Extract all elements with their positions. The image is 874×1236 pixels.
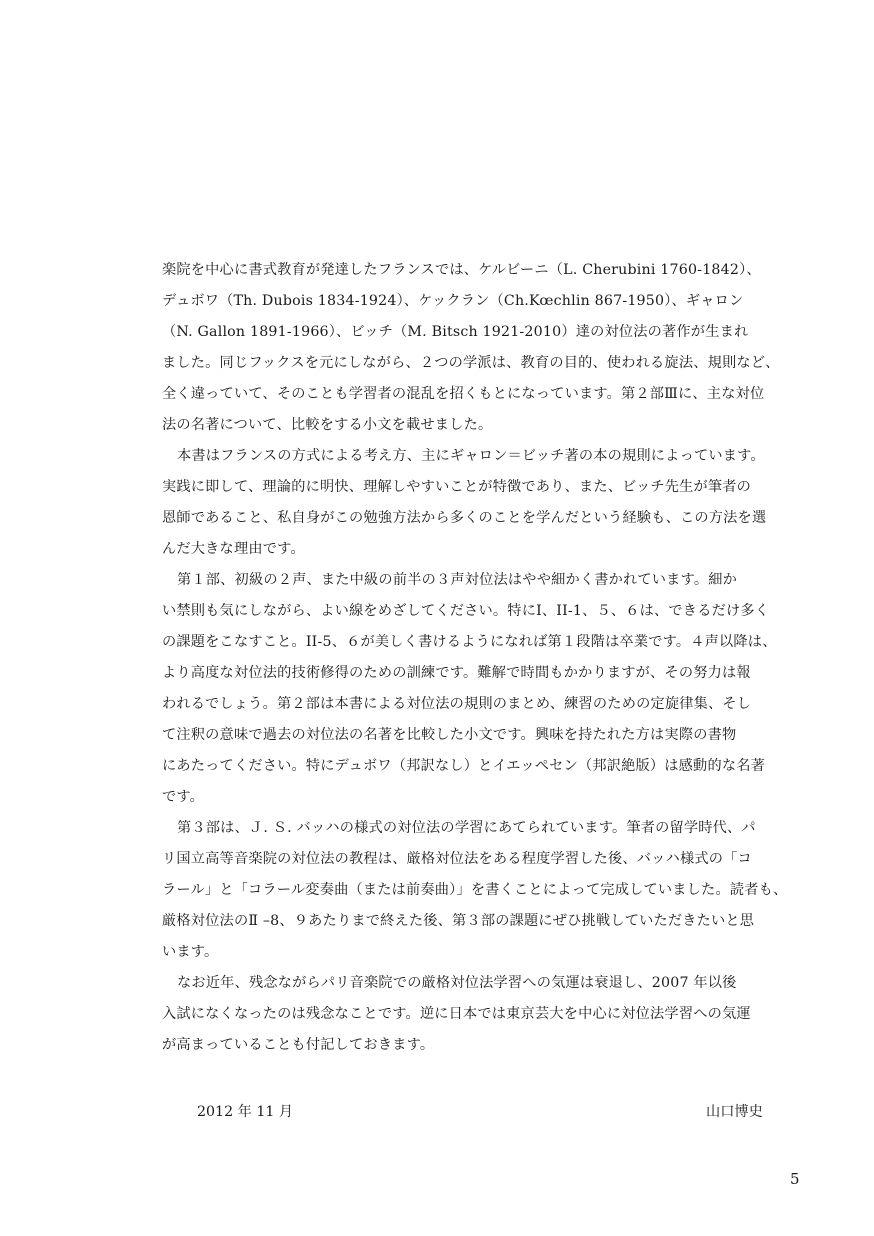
text-line: ました。同じフックスを元にしながら、２つの学派は、教育の目的、使われる旋法、規則など、 bbox=[162, 355, 780, 371]
text-line: が高まっていることも付記しておきます。 bbox=[162, 1037, 435, 1053]
text-line: より高度な対位法的技術修得のための訓練です。難解で時間もかかりますが、その努力は報 bbox=[162, 665, 751, 681]
paragraph bbox=[162, 441, 806, 565]
text-line: デュボワ（Th. Dubois 1834-1924）、ケックラン（Ch.Kœchlin 867-1950）、ギャロン bbox=[162, 293, 744, 309]
text-line: にあたってください。特にデュボワ（邦訳なし）とイエッペセン（邦訳絶版）は感動的な名著 bbox=[162, 758, 766, 774]
text-line: の課題をこなすこと。II-5、６が美しく書けるようになれば第１段階は卒業です。４声以降は、 bbox=[162, 634, 777, 650]
text-line: （N. Gallon 1891-1966）、ビッチ（M. Bitsch 1921-2010）達の対位法の著作が生まれ bbox=[162, 324, 749, 340]
text-line: い禁則も気にしながら、よい線をめざしてください。特にⅠ、II-1、５、６は、できるだけ多く bbox=[162, 603, 770, 619]
text-line: 第１部、初級の２声、また中級の前半の３声対位法はやや細かく書かれています。細か bbox=[177, 572, 737, 588]
body-text bbox=[162, 255, 806, 1061]
text-line: リ国立高等音楽院の対位法の教程は、厳格対位法をある程度学習した後、バッハ様式の「コ bbox=[162, 851, 752, 867]
text-line: 恩師であること、私自身がこの勉強方法から多くのことを学んだという経験も、この方法を選 bbox=[162, 510, 767, 526]
paragraph bbox=[162, 968, 806, 1061]
paragraph bbox=[162, 813, 806, 968]
text-line: 入試になくなったのは残念なことです。逆に日本では東京芸大を中心に対位法学習への気運 bbox=[162, 1006, 751, 1022]
text-line: 第３部は、Ｊ. Ｓ. バッハの様式の対位法の学習にあてられています。筆者の留学時代、パ bbox=[177, 820, 756, 836]
text-line: 全く違っていて、そのことも学習者の混乱を招くもとになっています。第２部Ⅲに、主な対位 bbox=[162, 386, 765, 402]
text-line: 実践に即して、理論的に明快、理解しやすいことが特徴であり、また、ビッチ先生が筆者の bbox=[162, 479, 752, 495]
signoff-author: 山口博史 bbox=[706, 1104, 763, 1120]
signoff-date: 2012 年 11 月 bbox=[197, 1104, 294, 1120]
text-line: 厳格対位法のⅡ –8、９あたりまで終えた後、第３部の課題にぜひ挑戦していただきたいと思 bbox=[162, 913, 755, 929]
text-line: ラール」と「コラール変奏曲（または前奏曲）」を書くことによって完成していました。読者も、 bbox=[162, 882, 788, 898]
text-line: います。 bbox=[162, 944, 219, 960]
signoff bbox=[0, 1099, 874, 1125]
text-line: 楽院を中心に書式教育が発達したフランスでは、ケルビーニ（L. Cherubini 1760-1842）、 bbox=[162, 262, 761, 278]
text-line: 本書はフランスの方式による考え方、主にギャロン＝ビッチ著の本の規則によっています。 bbox=[177, 448, 765, 464]
text-line: なお近年、残念ながらパリ音楽院での厳格対位法学習への気運は衰退し、2007 年以後 bbox=[177, 975, 737, 991]
text-line: て注釈の意味で過去の対位法の名著を比較した小文です。興味を持たれた方は実際の書物 bbox=[162, 727, 737, 743]
paragraph bbox=[162, 565, 806, 813]
text-line: われるでしょう。第２部は本書による対位法の規則のまとめ、練習のための定旋律集、そし bbox=[162, 696, 752, 712]
text-line: 法の名著について、比較をする小文を載せました。 bbox=[162, 417, 493, 433]
paragraph bbox=[162, 255, 806, 441]
page-number: 5 bbox=[790, 1170, 800, 1188]
text-line: んだ大きな理由です。 bbox=[162, 541, 305, 557]
text-line: です。 bbox=[162, 789, 205, 805]
